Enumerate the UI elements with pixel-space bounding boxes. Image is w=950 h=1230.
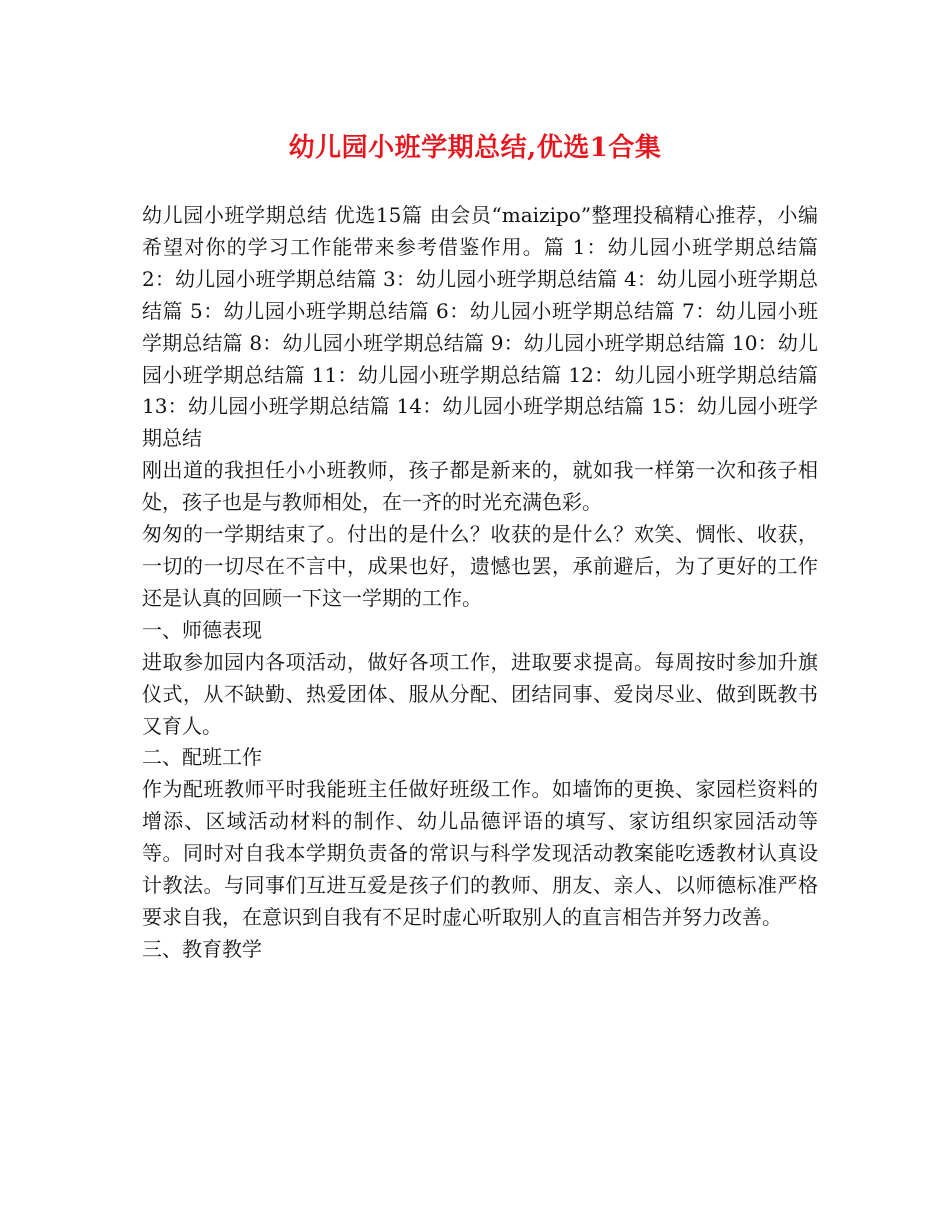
intro-paragraph: 幼儿园小班学期总结 优选15篇 由会员“maizipo”整理投稿精心推荐，小编希望对你的学习工作能带来参考借鉴作用。篇 1：幼儿园小班学期总结篇 2：幼儿园小班学期总结篇 3：幼儿园小班学期总结篇 4：幼儿园小班学期总结篇 5：幼儿园小班学期总结篇 6：幼儿园小班学期总结篇 7：幼儿园小班学期总结篇 8：幼儿园小班学期总结篇 9：幼儿园小班学期总结篇 10：幼儿园小班学期总结篇 11：幼儿园小班学期总结篇 12：幼儿园小班学期总结篇 13：幼儿园小班学期总结篇 14：幼儿园小班学期总结篇 15：幼儿园小班学期总结	[142, 203, 818, 451]
paragraph: 作为配班教师平时我能班主任做好班级工作。如墙饰的更换、家园栏资料的增添、区域活动材料的制作、幼儿品德评语的填写、家访组织家园活动等等。同时对自我本学期负责备的常识与科学发现活动教案能吃透教材认真设计教法。与同事们互进互爱是孩子们的教师、朋友、亲人、以师德标准严格要求自我，在意识到自我有不足时虚心听取别人的直言相告并努力改善。	[142, 777, 818, 929]
paragraph: 进取参加园内各项活动，做好各项工作，进取要求提高。每周按时参加升旗仪式，从不缺勤、热爱团体、服从分配、团结同事、爱岗尽业、做到既教书又育人。	[142, 649, 818, 738]
paragraph: 刚出道的我担任小小班教师，孩子都是新来的，就如我一样第一次和孩子相处，孩子也是与教师相处，在一齐的时光充满色彩。	[142, 458, 818, 515]
section-heading: 三、教育教学	[142, 936, 262, 961]
document-body	[142, 200, 818, 966]
section-heading: 一、师德表现	[142, 617, 262, 642]
section-heading: 二、配班工作	[142, 745, 262, 770]
document-title: 幼儿园小班学期总结,优选1合集	[288, 133, 662, 163]
paragraph: 匆匆的一学期结束了。付出的是什么？收获的是什么？欢笑、惆怅、收获，一切的一切尽在不言中，成果也好，遗憾也罢，承前避后，为了更好的工作还是认真的回顾一下这一学期的工作。	[142, 522, 818, 610]
